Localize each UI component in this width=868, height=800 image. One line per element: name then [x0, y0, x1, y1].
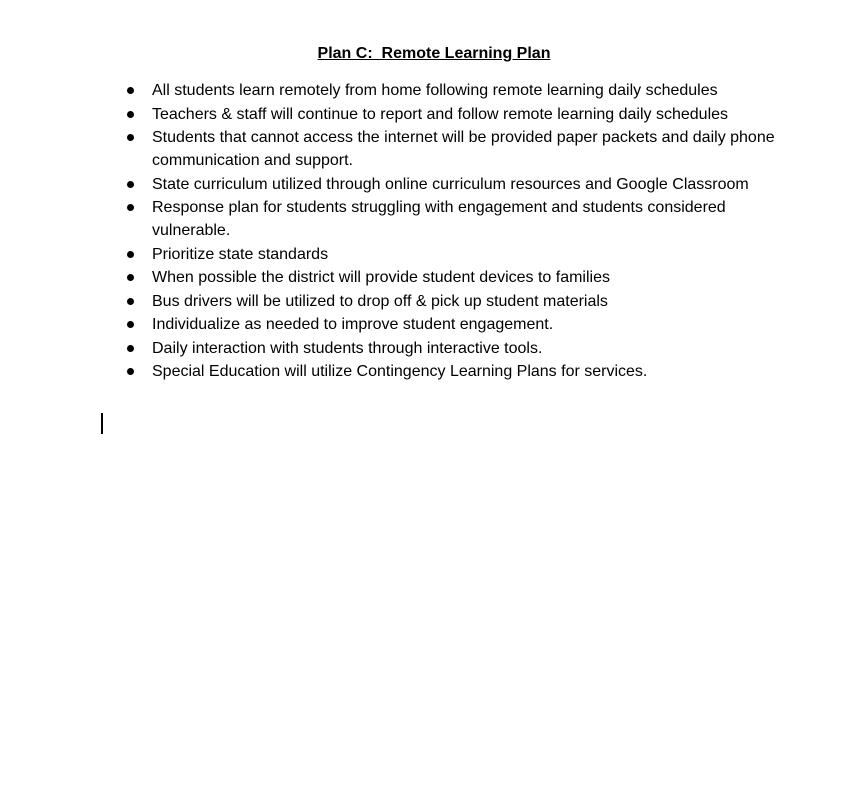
bullet-icon — [127, 345, 134, 352]
list-item — [124, 103, 784, 126]
bullet-icon — [127, 298, 134, 305]
list-item-text: Bus drivers will be utilized to drop off & pick up student materials — [152, 292, 608, 310]
list-item — [124, 196, 784, 242]
bullet-icon — [127, 204, 134, 211]
list-item-text: All students learn remotely from home following remote learning daily schedules — [152, 82, 718, 99]
list-item — [124, 290, 784, 313]
list-item — [124, 173, 784, 196]
bullet-icon — [127, 321, 134, 328]
list-item-text: When possible the district will provide student devices to families — [152, 269, 610, 286]
text-cursor — [101, 413, 103, 434]
list-item-text: State curriculum utilized through online curriculum resources and Google Classroom — [152, 175, 749, 193]
list-item-text: Teachers & staff will continue to report and follow remote learning daily schedules — [152, 105, 729, 123]
list-item-text: Students that cannot access the internet will be provided paper packets and daily phone communication and support. — [152, 129, 775, 169]
list-item-text: Daily interaction with students through interactive tools. — [152, 339, 543, 357]
list-item — [124, 266, 784, 289]
list-item — [124, 79, 784, 102]
bullet-icon — [127, 251, 134, 258]
list-item — [124, 126, 784, 172]
list-item-text: Special Education will utilize Contingency Learning Plans for services. — [152, 363, 648, 380]
document-title: Plan C: Remote Learning Plan — [317, 45, 551, 62]
list-item — [124, 360, 784, 383]
list-item — [124, 243, 784, 266]
list-item-text: Individualize as needed to improve student engagement. — [152, 316, 554, 333]
bullet-icon — [127, 368, 134, 375]
bullet-list — [124, 79, 784, 384]
bullet-icon — [127, 181, 134, 188]
list-item — [124, 313, 784, 336]
list-item — [124, 337, 784, 360]
bullet-icon — [127, 274, 134, 281]
bullet-icon — [127, 87, 134, 94]
list-item-text: Prioritize state standards — [152, 245, 329, 263]
bullet-icon — [127, 134, 134, 141]
list-item-text: Response plan for students struggling with engagement and students considered vulnerable. — [152, 199, 726, 239]
bullet-icon — [127, 111, 134, 118]
